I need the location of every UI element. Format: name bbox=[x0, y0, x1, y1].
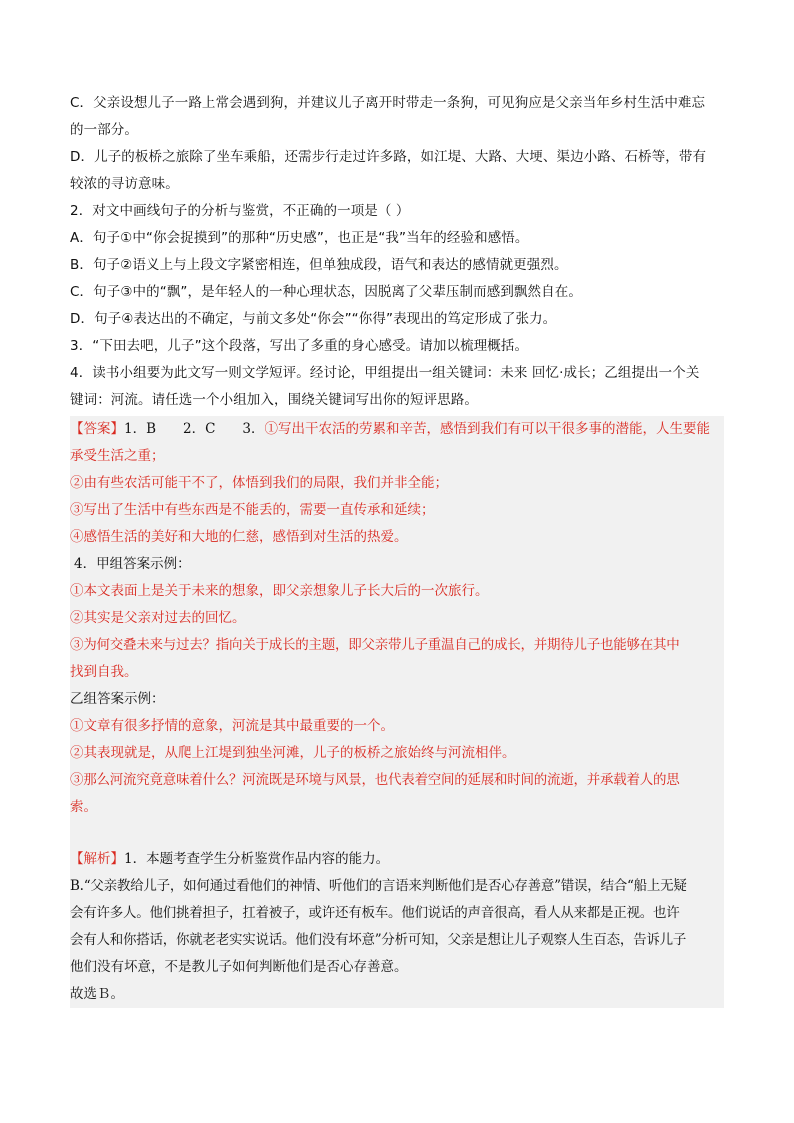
answer-3-item-1-line-1: ①写出干农活的劳累和辛苦，感悟到我们有可以干很多事的潜能，人生要能 bbox=[264, 421, 711, 437]
answer-4-yi-item-1: ①文章有很多抒情的意象，河流是其中最重要的一个。 bbox=[70, 718, 394, 734]
answer-4-jia-item-3-line-2: 找到自我。 bbox=[70, 664, 138, 680]
answer-row-1 bbox=[70, 416, 724, 443]
answer-4-yi-item-3-line-1: ③那么河流究竟意味着什么？河流既是环境与风景，也代表着空间的延展和时间的流逝，并承载着人的思 bbox=[70, 772, 680, 788]
question-3-stem: 3．“下田去吧，儿子”这个段落，写出了多重的身心感受。请加以梳理概括。 bbox=[70, 338, 529, 354]
question-2-option-d: D．句子④表达出的不确定，与前文多处“你会”“你得”表现出的笃定形成了张力。 bbox=[70, 311, 557, 327]
answer-4-yi-item-3-line-2: 索。 bbox=[70, 799, 97, 815]
option-d-line-2: 较浓的寻访意味。 bbox=[70, 176, 179, 192]
question-4-line-1: 4．读书小组要为此文写一则文学短评。经讨论，甲组提出一组关键词：未来 回忆·成长；乙组提出一个关 bbox=[70, 365, 700, 381]
answer-analysis-block bbox=[70, 416, 724, 1008]
answer-3-item-4: ④感悟生活的美好和大地的仁慈，感悟到对生活的热爱。 bbox=[70, 529, 408, 545]
option-c-line-2: 的一部分。 bbox=[70, 122, 138, 138]
answer-3-item-2: ②由有些农活可能干不了，体悟到我们的局限，我们并非全能； bbox=[70, 475, 448, 491]
question-2-option-c: C．句子③中的“飘”，是年轻人的一种心理状态，因脱离了父辈压制而感到飘然自在。 bbox=[70, 284, 582, 300]
analysis-label: 【解析】 bbox=[70, 851, 124, 867]
questions-section bbox=[70, 90, 724, 414]
spacer bbox=[70, 821, 724, 846]
question-4-line-2: 键词：河流。请任选一个小组加入，围绕关键词写出你的短评思路。 bbox=[70, 392, 478, 408]
answer-4-jia-item-1: ①本文表面上是关于未来的想象，即父亲想象儿子长大后的一次旅行。 bbox=[70, 583, 489, 599]
answer-3-item-3: ③写出了生活中有些东西是不能丢的，需要一直传承和延续； bbox=[70, 502, 435, 518]
answer-4-yi-heading: 乙组答案示例： bbox=[70, 691, 165, 707]
analysis-row-1 bbox=[70, 846, 724, 873]
analysis-line-2: 会有许多人。他们挑着担子，扛着被子，或许还有板车。他们说话的声音很高，看人从来都是正视。也许 bbox=[70, 905, 680, 921]
question-2-stem: 2．对文中画线句子的分析与鉴赏，不正确的一项是（ ） bbox=[70, 203, 410, 219]
answer-choices: 1．B 2．C 3． bbox=[124, 421, 265, 437]
answer-3-item-1-line-2: 承受生活之重； bbox=[70, 448, 165, 464]
answer-4-jia-item-2: ②其实是父亲对过去的回忆。 bbox=[70, 610, 246, 626]
answer-4-yi-item-2: ②其表现就是，从爬上江堤到独坐河滩，儿子的板桥之旅始终与河流相伴。 bbox=[70, 745, 516, 761]
option-c-line-1: C．父亲设想儿子一路上常会遇到狗，并建议儿子离开时带走一条狗，可见狗应是父亲当年乡村生活中难忘 bbox=[70, 95, 706, 111]
analysis-title: 1．本题考查学生分析鉴赏作品内容的能力。 bbox=[124, 851, 390, 867]
question-2-option-a: A．句子①中“你会捉摸到”的那种“历史感”，也正是“我”当年的经验和感悟。 bbox=[70, 230, 529, 246]
analysis-line-3: 会有人和你搭话，你就老老实实说话。他们没有坏意”分析可知，父亲是想让儿子观察人生百态，告诉儿子 bbox=[70, 932, 687, 948]
analysis-line-1: B.“父亲教给儿子，如何通过看他们的神情、听他们的言语来判断他们是否心存善意”错误，结合“船上无疑 bbox=[70, 878, 687, 894]
analysis-line-4: 他们没有坏意，不是教儿子如何判断他们是否心存善意。 bbox=[70, 959, 408, 975]
answer-4-heading: 4．甲组答案示例： bbox=[74, 556, 191, 572]
answer-4-jia-item-3-line-1: ③为何交叠未来与过去？指向关于成长的主题，即父亲带儿子重温自己的成长，并期待儿子也能够在其中 bbox=[70, 637, 680, 653]
question-2-option-b: B．句子②语义上与上段文字紧密相连，但单独成段，语气和表达的感情就更强烈。 bbox=[70, 257, 568, 273]
option-d-line-1: D．儿子的板桥之旅除了坐车乘船，还需步行走过许多路，如江堤、大路、大埂、渠边小路、石桥等，带有 bbox=[70, 149, 707, 165]
answer-label: 【答案】 bbox=[70, 421, 124, 437]
document-page bbox=[70, 90, 724, 1008]
analysis-conclusion: 故选Ｂ。 bbox=[70, 986, 124, 1002]
